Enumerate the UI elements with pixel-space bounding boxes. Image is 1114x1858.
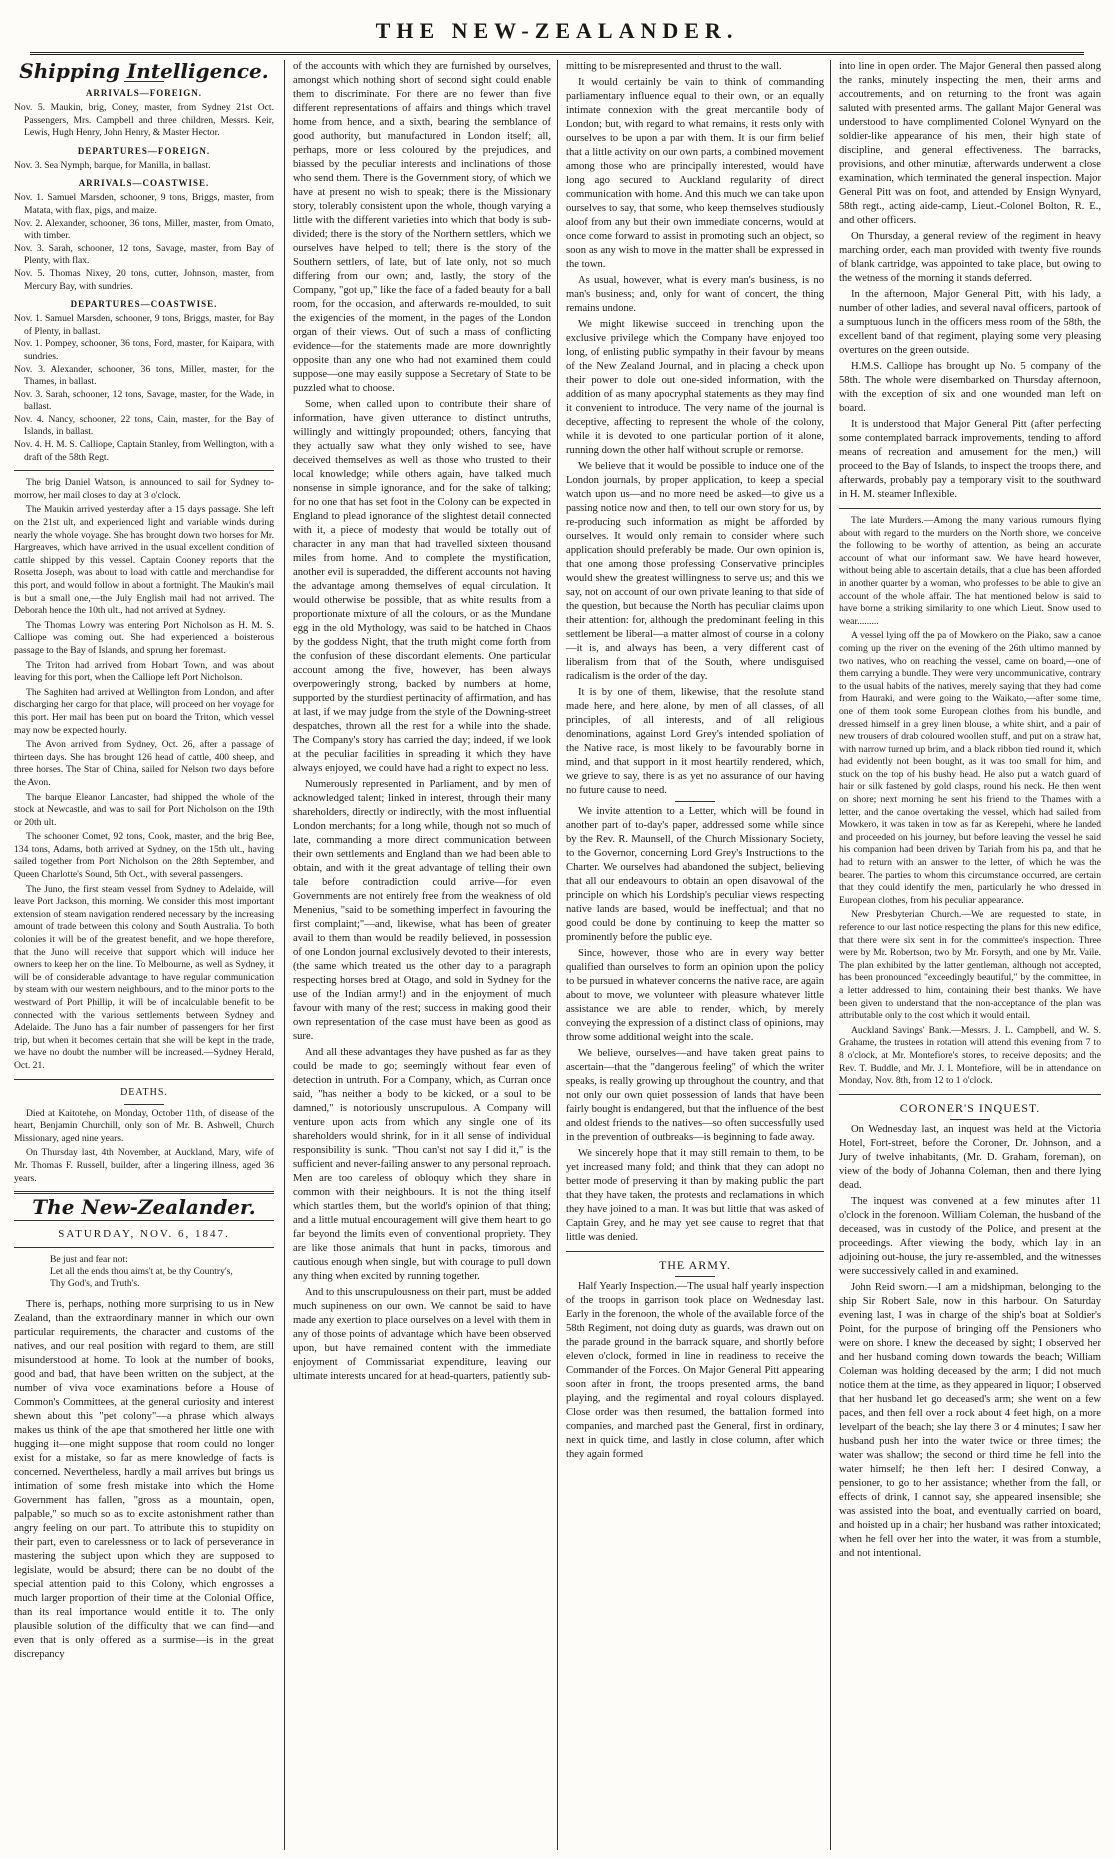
divider bbox=[14, 1079, 274, 1080]
coroner-paragraph: The inquest was convened at a few minutes after 11 o'clock in the forenoon. William Coleman, the husband of the deceased, was in custody of the Police, and present at the proceedings. After viewing the body, which lay in an adjoining out-house, the jury re-assembled, and the witnesses were successively called in and examined. bbox=[839, 1195, 1101, 1277]
shipping-news: The Triton had arrived from Hobart Town, and was about leaving for this port, when the Calliope left Port Nicholson. bbox=[14, 659, 274, 684]
masthead-rule bbox=[30, 52, 1084, 55]
divider bbox=[14, 1191, 274, 1194]
army-paragraph: On Thursday, a general review of the regiment in heavy marching order, each man provided with twenty five rounds of blank cartridge, was appointed to take place, but owing to the wetness of the morning it stands deferred. bbox=[839, 231, 1101, 284]
army-heading: THE ARMY. bbox=[658, 1258, 732, 1272]
army-paragraph: In the afternoon, Major General Pitt, with his lady, a number of other ladies, and several naval officers, partook of a sumptuous lunch in the officers mess room of the 58th, the excellent band of that regiment, playing some very pleasing overtures on the green outside. bbox=[839, 289, 1101, 356]
departure-entry: Nov. 3. Alexander, schooner, 36 tons, Miller, master, for the Thames, in ballast. bbox=[14, 363, 274, 388]
divider bbox=[14, 470, 274, 471]
news-paragraph: The late Murders.—Among the many various rumours flying about with regard to the murders on the North shore, we conceive the following to be worthy of attention, as being an accurate account of what our informant saw. We have heard however, without being able to ascertain details, that a clue has been afforded in another quarter by a woman, who professes to be able to give an account of the whole affair. The hat mentioned below is said to have borne a striking similarity to one which Lieut. Snow used to wear......... bbox=[839, 515, 1101, 627]
leader-paragraph: We invite attention to a Letter, which will be found in another part of to-day's paper, addressed some while since by the Rev. R. Maunsell, of the Church Missionary Society, to the Governor, concerning Lord Grey's Instructions to the Charter. We ourselves had abandoned the subject, believing that all our endeavours to obtain an open disavowal of the principle on which his Lordship's peculiar views respecting native lands are based, would be ineffectual; and that no good could be done by continuing to keep the matter so prominently before the public eye. bbox=[566, 806, 824, 943]
shipping-news: The Maukin arrived yesterday after a 15 days passage. She left on the 21st ult, and experienced light and variable winds during nearly the whole voyage. She has brought down two horses for Mr. Hargreaves, which have arrived in the usual excellent condition of cattle shipped by this vessel. Captain Cooney reports that the Rosetta Joseph, was about to load with cattle and merchandise for this port, and would follow in about a fortnight. The Maukin's mail is but a small one,—the July English mail had not arrived. The Deborah hence the 10th ult., had not arrived at Sydney. bbox=[14, 504, 274, 617]
army-paragraph: Half Yearly Inspection.—The usual half yearly inspection of the troops in garrison took place on Wednesday last. Early in the forenoon, the whole of the available force of the 58th Regiment, not doing duty as guards, was drawn out on the parade ground in the barrack square, and shortly before eleven o'clock, formed in line in readiness to receive the Commander of the Forces. On Major General Pitt appearing soon after in front, the troops presented arms, the band playing, and the regimental and royal colours displayed. Close order was then resumed, the battalion formed into companies, and marched past the General, first in ordinary, next in quick time, and lastly in close column, after which they again formed bbox=[566, 1281, 824, 1460]
departure-entry: Nov. 4. Nancy, schooner, 22 tons, Cain, master, for the Bay of Islands, in ballast. bbox=[14, 413, 274, 438]
divider bbox=[14, 1220, 274, 1221]
leader-paragraph: We might likewise succeed in trenching upon the exclusive privilege which the Company have enjoyed too long, of enlisting public sympathy in their favour by means of the New Zealand Journal, and in placing a check upon their power to dole out one-sided information, with the addition of as many apocryphal statements as they may find it convenient to introduce. The very name of the journal is deceptive, affecting to represent the whole of the colony, while it is devoted to one particular portion of it alone, running down the other half without scruple or remorse. bbox=[566, 319, 824, 456]
column-2 bbox=[284, 60, 551, 1850]
arrivals-coastwise-heading: ARRIVALS—COASTWISE. bbox=[78, 178, 210, 189]
leader-paragraph: It would certainly be vain to think of commanding parliamentary influence equal to their own, or an equally intimate connexion with the great mercantile body of London; but, with regard to what remains, it rests only with ourselves to be upon a par with them. It is our firm belief that a little activity on our own parts, a combined movement among those who are principally interested, would have long ago secured to Auckland regularity of direct communication with home. And this much we can take upon ourselves to say, that some, who keep themselves studiously aloof from any but their own immediate concerns, would at once come forward to assist in promoting such an object, so soon as any wish to move in the matter shall be expressed in the town. bbox=[566, 77, 824, 270]
divider bbox=[675, 801, 715, 802]
departure-entry: Nov. 4. H. M. S. Calliope, Captain Stanley, from Wellington, with a draft of the 58th Regt. bbox=[14, 439, 274, 463]
divider bbox=[675, 1276, 715, 1277]
leader-paragraph: Since, however, those who are in every way better qualified than ourselves to form an opinion upon the policy to be pursued in whatever concerns the native race, are again about to move, we volunteer with pleasure whatever little assistance we are able to render, which, by merely conveying the expression of a distinct class of opinions, may throw some additional weight into the scale. bbox=[566, 948, 824, 1043]
divider bbox=[14, 1247, 274, 1248]
leader-paragraph: As usual, however, what is every man's business, is no man's business; and, only for want of concert, the thing remains undone. bbox=[566, 275, 824, 314]
column-1 bbox=[14, 60, 274, 1850]
departures-foreign-heading: DEPARTURES—FOREIGN. bbox=[77, 145, 211, 156]
deaths-heading: DEATHS. bbox=[120, 1086, 168, 1098]
divider bbox=[124, 1104, 164, 1105]
leader-paragraph: It is by one of them, likewise, that the resolute stand made here, and here alone, by men of all classes, of all principles, of all interests, and of all religious denominations, against Lord Grey's intended spoliation of the Native race, is most likely to be favourably borne in mind, and that support in it most heartily rendered, which, we grieve to say, there is as yet no assurance of our having no future cause to need. bbox=[566, 687, 824, 796]
departure-entry: Nov. 1. Samuel Marsden, schooner, 9 tons, Briggs, master, for Bay of Plenty, in ballast. bbox=[14, 313, 274, 337]
leader-paragraph: And all these advantages they have pushed as far as they could be made to go; seemingly without fear even of detection in untruth. For a Company, which, as Curran once said, "has neither a body to be kicked, or a soul to be damned," is notoriously unscrupulous. A Company will venture upon acts from which any single one of its shareholders would shrink, for in it all sense of individual responsibility is sunk. "Thou can'st not say I did it," is the sufficient and never-failing answer to any personal reproach. Men are too careless of obloquy which they share in common with their neighbours. It is not the thing itself which startles them, but the world's opinion of that thing; and a little mutual encouragement will give them heart to go far beyond the limits even of conventional propriety. They are like those animals that hunt in packs, timorous and cautious enough when single, but with courage to pull down any thing when excited by running together. bbox=[293, 1047, 551, 1282]
motto: Be just and fear not: Let all the ends thou aims't at, be thy Country's, Thy God's, and Truth's. bbox=[50, 1254, 233, 1290]
arrival-entry: Nov. 5. Maukin, brig, Coney, master, from Sydney 21st Oct. Passengers, Mrs. Campbell and three children, Messrs. Keir, Lewis, Hugh Henry, John Henry, & Master Hector. bbox=[14, 102, 274, 139]
shipping-news: The barque Eleanor Lancaster, had shipped the whole of the stock at Newcastle, and was to sail for Port Nicholson on the 19th or 20th ult. bbox=[14, 791, 274, 828]
leader-paragraph: We believe, ourselves—and have taken great pains to ascertain—that the "dangerous feeling" of which the writer speaks, is really growing up throughout the country, and that not only our own quiet possession of lands that have been fairly bought is endangered, but that the influence of the best and oldest friends to the natives—so often successfully used in the prevention of outbreaks—is beginning to fade away. bbox=[566, 1048, 824, 1143]
departure-entry: Nov. 3. Sarah, schooner, 12 tons, Savage, master, for the Wade, in ballast. bbox=[14, 388, 274, 413]
news-paragraph: New Presbyterian Church.—We are requested to state, in reference to our last notice respecting the plans for this new edifice, that there were six sent in for the committee's inspection. Three were by Mr. Robertson, two by Mr. Forsyth, and one by Mr. Vaile. The plan exhibited by the latter gentleman, although not accepted, has been pronounced "exceedingly beautiful," by the committee, in a letter addressed to him, containing their best thanks. We have been given to understand that the non-acceptance of the plan was attributable only to the cost which it would entail. bbox=[839, 909, 1101, 1022]
arrival-entry: Nov. 2. Alexander, schooner, 36 tons, Miller, master, from Omato, with timber. bbox=[14, 217, 274, 242]
shipping-heading: Shipping Intelligence. bbox=[19, 60, 269, 83]
divider bbox=[839, 508, 1101, 509]
arrival-entry: Nov. 3. Sarah, schooner, 12 tons, Savage, master, from Bay of Plenty, with flax. bbox=[14, 242, 274, 267]
shipping-news: The Thomas Lowry was entering Port Nicholson as H. M. S. Calliope was coming out. She had experienced a boisterous passage to the Bay of Islands, and sprung her foremast. bbox=[14, 619, 274, 656]
divider bbox=[950, 1119, 990, 1120]
leader-paragraph: mitting to be misrepresented and thrust to the wall. bbox=[566, 61, 782, 72]
shipping-news: The Saghiten had arrived at Wellington from London, and after discharging her cargo for that place, will proceed on her voyage for this port. Her mail has been put on board the Triton, which vessel may now be expected hourly. bbox=[14, 686, 274, 736]
columns bbox=[14, 60, 1100, 1850]
shipping-news: The schooner Comet, 92 tons, Cook, master, and the brig Bee, 134 tons, Adams, both arrived at Sydney, on the 15th ult., having sailed together from Port Nicholson on the 28th September, and Queen Charlotte's Sound, 5th Oct., with several passengers. bbox=[14, 831, 274, 881]
arrival-entry: Nov. 1. Samuel Marsden, schooner, 9 tons, Briggs, master, from Matata, with flax, pigs, and maize. bbox=[14, 192, 274, 216]
army-paragraph: into line in open order. The Major General then passed along the ranks, minutely inspecting the men, their arms and accoutrements, and on returning to the front was again saluted with presented arms. The gallant Major General was understood to have complimented Colonel Wynyard on the soldier-like appearance of his men, their high state of discipline, and general effectiveness. The barracks, provisions, and other minutiæ, afterwards underwent a close examination, which terminated the general inspection. Major General Pitt was on foot, and attended by Ensign Wynyard, 58th regt., acting aide-camp, Lieut.-Colonel Bolton, R. E., and other officers. bbox=[839, 61, 1101, 226]
paper-title: The New-Zealander. bbox=[32, 1195, 256, 1220]
departure-entry: Nov. 1. Pompey, schooner, 36 tons, Ford, master, for Kaipara, with sundries. bbox=[14, 338, 274, 362]
departures-coastwise-heading: DEPARTURES—COASTWISE. bbox=[70, 299, 218, 310]
death-notice: On Thursday last, 4th November, at Auckland, Mary, wife of Mr. Thomas F. Russell, builder, after a lingering illness, aged 36 years. bbox=[14, 1147, 274, 1184]
coroner-paragraph: On Wednesday last, an inquest was held at the Victoria Hotel, Fort-street, before the Coroner, Dr. Johnson, and a Jury of twelve inhabitants, (Mr. D. Graham, foreman), on view of the body of Johanna Coleman, then and there lying dead. bbox=[839, 1123, 1101, 1191]
divider bbox=[566, 1251, 824, 1252]
army-paragraph: H.M.S. Calliope has brought up No. 5 company of the 58th. The whole were disembarked on Thursday afternoon, with the exception of six and one wounded man left on board. bbox=[839, 361, 1101, 414]
army-paragraph: It is understood that Major General Pitt (after perfecting some contemplated barrack improvements, tending to afford means of recreation and amusement for the men,) will proceed to the Bay of Islands, to inspect the troops there, and afterwards, probably pay a temporary visit to the southward in H. M. steamer Inflexible. bbox=[839, 419, 1101, 500]
column-3 bbox=[557, 60, 824, 1850]
departure-entry: Nov. 3. Sea Nymph, barque, for Manilla, in ballast. bbox=[14, 159, 211, 171]
leader-paragraph: of the accounts with which they are furnished by ourselves, amongst which nothing short of second sight could enable them to discriminate. For there are no fewer than five different representations of affairs and things which travel home from hence, and a sixth, bearing the semblance of good authority, but manufactured in London itself; all, perhaps, more or less coloured by the prejudices, and biassed by the peculiar interests and inclinations of those who send them. There is the Government story, of which we have at present no wish to speak; there is the Missionary story, tolerably consistent upon the whole, though varying a little with the different varieties into which that body is sub-divided; there is the story of the Northern settlers, which we ourselves have helped to tell; there is the story of the Southern settlers, of late, but of late only, not so much differing from our own; and, lastly, the story of the Company, "got up," like the face of a faded beauty for a ball room, for the occasion, and afterwards re-moulded, to suit the exigencies of the moment, in the pages of the London organ of their views. Out of such a mass of conflicting evidence—for the statements made are more downrightly opposite than any one who had not examined them could suppose—one may easily suppose a Secretary of State to be puzzled what to choose. bbox=[293, 61, 551, 394]
arrivals-foreign-heading: ARRIVALS—FOREIGN. bbox=[85, 88, 203, 98]
shipping-news: The Juno, the first steam vessel from Sydney to Adelaide, will leave Port Jackson, this morning. We consider this most important extension of steam navigation rendered necessary by the increasing amount of trade between this colony and South Australia. To both colonies it will be of the greatest benefit, and we hope therefore, that the Juno will receive that support which will induce her owners to keep her on the line. To Melbourne, as well as Sydney, it will be of considerable advantage to have regular communication by steam with our western neighbours, and to the minor ports to the westward of Port Phillip, it will be of incalculable benefit to be connected with the various settlements between Sydney and Adelaide. The Juno has a fair number of passengers for her first trip, but when it becomes certain that she will be kept in the trade, we have no doubt the number will be increased.—Sydney Herald, Oct. 21. bbox=[14, 883, 274, 1071]
divider bbox=[839, 1094, 1101, 1095]
coroner-paragraph: John Reid sworn.—I am a midshipman, belonging to the ship Sir Robert Sale, now in this harbour. On Saturday evening last, I was in charge of the ship's boat at Soldier's Point, for the purpose of bringing off the Pensioners who were on shore. I knew the deceased by sight; I observed her and her husband coming down towards the beach; William Coleman was holding deceased by the arm; I did not much notice them at the time, as they appeared in liquor; I observed that her husband let go deceased's arm; she went on a few paces, and then fell over a rock about 4 feet high, on a more levelpart of the beach; she lay there 3 or 4 minutes; I saw her husband push her into the water twice or three times; the water was shallow; the second or third time he fell into the water himself; he then left her: I desired Conway, a pensioner, to go to her assistance; whether from the fall, or effects of drink, I cannot say, she appeared insensible; she was assisted into the boat, and eventually carried on board, and hoisted up in a chair; her husband was rather intoxicated; when he fell over her into the water, it was from a stumble, and not intentional. bbox=[839, 1281, 1101, 1559]
shipping-news: The Avon arrived from Sydney, Oct. 26, after a passage of thirteen days. She has brought 126 head of cattle, 400 sheep, and three horses. The Star of China, sailed for Nelson two days before the Avon. bbox=[14, 739, 274, 788]
leader-paragraph: We believe that it would be possible to induce one of the London journals, by proper application, to keep a special watch upon us—and no more need be asked—to give us a passing notice now and then, to tell our own story for us, by re-producing such information as might be afforded by ourselves. It would only remain to consider where such application should preferably be made. Our own opinion is, that one among those professing Conservative principles would shew the greatest willingness to serve us; and this we say, not on account of our own private leaning to that side of the question, but because the North has peculiar claims upon their attention: for, although the predominant feeling in this settlement be liberal—a matter almost of course in a colony—it is, and always has been, a very different cast of liberalism from that of the South, where undisguised radicalism is the order of the day. bbox=[566, 461, 824, 682]
leader-paragraph: There is, perhaps, nothing more surprising to us in New Zealand, than the extraordinary manner in which our own particular requirements, the character and customs of the natives, and our real position with regard to them, are still misunderstood at home. To look at the number of books, good and bad, that have been written on the subject, at the number of viva voce examinations before a House of Common's Committees, at the general curiosity and interest shewn about this "pet colony"—a phrase which always makes us think of the ape that smothered her little one with hugging it—one might suppose that room could no longer exist for a mistake, so far as mere knowledge of facts is concerned. Nevertheless, hardly a mail arrives but brings us intimation of some fresh mistake into which the Home Government has fallen, "gross as a mountain, open, palpable," so much so as to excite astonishment rather than angry feeling on our part. To attribute this to stupidity on their part, even to carelessness or to lack of perseverance in mastering the subject upon which they are supposed to legislate, would be absurd; there can be no doubt of the special attention paid to this Colony, which engrosses a much larger proportion of their time at the Colonial Office, than its real importance would entitle it to. The only plausible solution of the difficulty that we can find—and even that is only offered as a surmise—is in the great discrepancy bbox=[14, 1299, 274, 1661]
arrival-entry: Nov. 5. Thomas Nixey, 20 tons, cutter, Johnson, master, from Mercury Bay, with sundries. bbox=[14, 267, 274, 292]
coroner-heading: CORONER'S INQUEST. bbox=[899, 1100, 1041, 1115]
leader-paragraph: Some, when called upon to contribute their share of information, have given utterance to distinct untruths, willingly and wittingly propounded; others, fancying that they actually saw what they only wished to see, have deceived themselves as well as those who trusted to their local knowledge; while others again, have talked much nonsense in simple ignorance, and for the sake of talking; for no one that has set foot in the Colony can be expected in England to plead ignorance of the slightest detail connected with it, a piece of modesty that would be totally out of character in any man that had travelled sixteen thousand miles from home. And to complete the mystification, another evil is superadded, the different accounts not having the advantage among themselves of equal circulation. It would otherwise be possible, that as white results from a proportionate mixture of all the colours, or as the Mundane egg in the old Mythology, was said to be hatched in Chaos by the goddess Night, that the truth might come forth from the confusion of these discordant elements. One particular account among the five, however, has been always overpoweringly strong, backed by numbers at home, supported by the sturdiest pertinacity of affirmation, and has at last, if we may judge from the style of the Downing-street despatches, thrown all the rest for a while into the shade. The Company's story has carried the day; indeed, if we look at the peculiar facilities in spreading it which they have always enjoyed, we could have had a right to expect no less. bbox=[293, 399, 551, 774]
column-4 bbox=[830, 60, 1101, 1850]
news-paragraph: Auckland Savings' Bank.—Messrs. J. L. Campbell, and W. S. Grahame, the trustees in rotation will attend this evening from 7 to 8 o'clock, at Mr. Montefiore's stores, to receive deposits; and the Rev. T. Buddle, and Mr. J. I. Montefiore, will be in attendance on Monday, Nov. 8th, from 12 to 1 o'clock. bbox=[839, 1024, 1101, 1087]
issue-date: SATURDAY, NOV. 6, 1847. bbox=[58, 1228, 230, 1241]
newspaper-title: THE NEW-ZEALANDER. bbox=[375, 18, 739, 43]
shipping-news: The brig Daniel Watson, is announced to sail for Sydney to-morrow, her mail closes to day at 3 o'clock. bbox=[14, 477, 274, 501]
leader-paragraph: Numerously represented in Parliament, and by men of acknowledged talent; linked in interest, through their many shareholders, directly or indirectly, with the most influential London merchants; for a long while, though not so much of late, commanding a more direct communication between their own settlements and England than we had been able to obtain, and with it the great advantage of telling their own tale before contradiction could arrive—for even Governments are not entirely free from the weakness of old Menenius, "said to be something imperfect in favouring the first complaint;"—and, likewise, what has been of greater avail to them than would be readily believed, in possession of one London journal exclusively devoted to their interests, (the same which treated us the other day to a paragraph respecting horses bred at Otago, and sold in Sydney for the use of the Indian army!) and in the enjoyment of much favour with many of the rest; success in making good their own representation of the case must have been as good as sure. bbox=[293, 779, 551, 1042]
news-paragraph: A vessel lying off the pa of Mowkero on the Piako, saw a canoe coming up the river on the evening of the 26th ultimo manned by two natives, who on reaching the vessel, came on board,—one of them carrying a bundle. They were very uncommunicative, contrary to the usual habits of the natives, merely saying that they had come from Hauraki, and were going to the Waikato,—after some time, one of them took some European clothes from his bundle, and dressed himself in a grey linen blouse, a white shirt, and a pair of new trousers of drab coloured woollen stuff, and put on a straw hat, with narrow turned up brim, and a black ribbon tied round it, which had evidently not been bought, as it was too small for him, and stuck on the top of his bushy head. He also put a watch guard of hair or silk fastened by gold clasps, round his neck. He then went on shore; next morning he sent his friend to the Thames with a letter, and the canoe overtaking the vessel, which had sailed from Mowkero, it was taken in tow as far as Kerepehi, where he landed and proceeded on his journey, but before leaving the vessel he said his companion had been driven by Tariah from his pa, and that he had to return with an answer to the letter, of which he was the bearer. The parties to whom this circumstance occurred, are certain that they could identify the men, particularly he who dressed in European clothes, from his peculiar appearance. bbox=[839, 630, 1101, 906]
leader-paragraph: And to this unscrupulousness on their part, must be added much supineness on our own. We cannot be said to have made any exertion to place ourselves on a level with them in any of those points of advantage which have been observed upon, but have remained content with the immediate enjoyment of Commissariat expenditure, leaving our ultimate interests uncared for at head-quarters, patiently sub- bbox=[293, 1287, 551, 1382]
death-notice: Died at Kaitotehe, on Monday, October 11th, of disease of the heart, Benjamin Churchill, only son of Mr. B. Ashwell, Church Missionary, aged nine years. bbox=[14, 1107, 274, 1144]
leader-paragraph: We sincerely hope that it may still remain to them, to be yet increased many fold; and think that they can adopt no better mode of preserving it than by making public the part that they have taken, the protests and reclamations in which they have joined to a man. It was but little that was asked of Captain Grey, and he may yet see cause to regret that that little was denied. bbox=[566, 1148, 824, 1243]
